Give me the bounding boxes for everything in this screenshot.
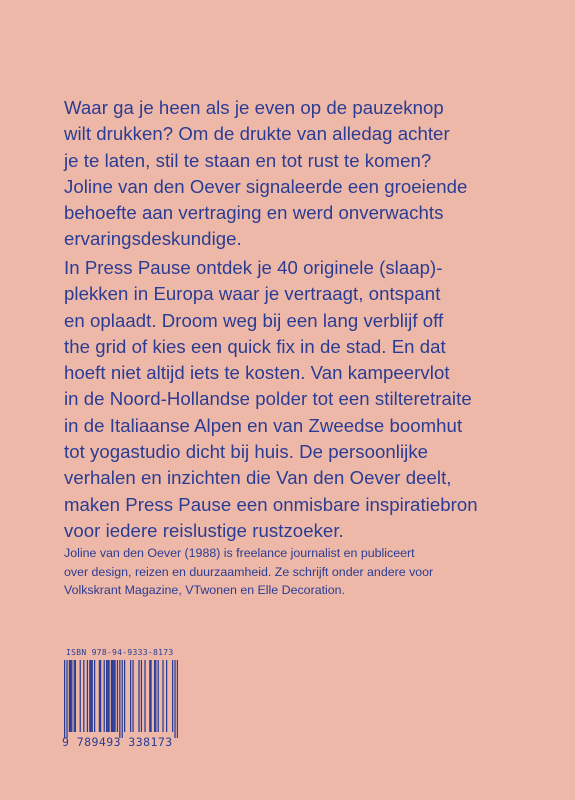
- barcode-bar: [124, 660, 125, 732]
- barcode-bar: [119, 660, 120, 738]
- barcode-bar: [144, 660, 145, 732]
- blurb-line: hoeft niet altijd iets te kosten. Van kampeervlot: [64, 362, 450, 384]
- barcode-bar: [114, 660, 115, 732]
- barcode-bar: [104, 660, 105, 732]
- blurb-line: in de Noord-Hollandse polder tot een stilteretraite: [64, 388, 472, 410]
- blurb-line: je te laten, stil te staan en tot rust te komen?: [64, 149, 432, 171]
- author-bio-line: over design, reizen en duurzaamheid. Ze schrijft onder andere voor: [64, 564, 434, 579]
- barcode-bar: [149, 660, 150, 732]
- barcode-bar: [66, 660, 67, 738]
- barcode-bar: [111, 660, 112, 732]
- barcode-bar: [150, 660, 151, 732]
- author-bio: [64, 544, 534, 600]
- blurb-line: In Press Pause ontdek je 40 originele (slaap)-: [64, 257, 443, 278]
- blurb-line: behoefte aan vertraging en werd onverwachts: [64, 202, 444, 224]
- blurb-line: wilt drukken? Om de drukte van alledag achter: [64, 123, 450, 145]
- blurb-line: ervaringsdeskundige.: [64, 228, 242, 250]
- barcode-bar: [100, 660, 101, 732]
- isbn-barcode: [62, 648, 182, 748]
- barcode-bar: [99, 660, 100, 732]
- barcode-bar: [162, 660, 163, 732]
- blurb-paragraph-2: [64, 255, 534, 544]
- blurb-line: en oplaadt. Droom weg bij een lang verblijf off: [64, 309, 444, 331]
- barcode-bar: [166, 660, 167, 732]
- barcode-bars: [64, 660, 178, 738]
- barcode-bar: [71, 660, 72, 732]
- blurb-line: plekken in Europa waar je vertraagt, ontspant: [64, 283, 441, 305]
- blurb-line: the grid of kies een quick fix in de stad. En dat: [64, 335, 446, 357]
- ean-digits: 9 789493 338173: [62, 735, 173, 749]
- barcode-bar: [112, 660, 113, 732]
- barcode-bar: [94, 660, 95, 732]
- barcode-bar: [141, 660, 142, 732]
- blurb-line: voor iedere reislustige rustzoeker.: [64, 519, 344, 541]
- barcode-bar: [75, 660, 76, 732]
- barcode-bar: [154, 660, 155, 732]
- barcode-bar: [113, 660, 114, 732]
- barcode-bar: [70, 660, 71, 732]
- barcode-bar: [122, 660, 123, 738]
- blurb-line: tot yogastudio dicht bij huis. De persoonlijke: [64, 441, 429, 463]
- barcode-bar: [74, 660, 75, 732]
- barcode-bar: [108, 660, 109, 732]
- barcode-bar: [80, 660, 81, 732]
- barcode-bar: [158, 660, 159, 732]
- barcode-bar: [117, 660, 118, 732]
- barcode-bar: [174, 660, 175, 738]
- barcode-bar: [87, 660, 88, 732]
- barcode-bar: [138, 660, 139, 732]
- blurb-paragraph-1: [64, 95, 534, 253]
- barcode-bar: [92, 660, 93, 732]
- author-bio-line: Joline van den Oever (1988) is freelance journalist en publiceert: [64, 546, 415, 560]
- barcode-bar: [89, 660, 90, 732]
- barcode-bar: [69, 660, 70, 732]
- barcode-bar: [106, 660, 107, 732]
- blurb-line: Waar ga je heen als je even op de pauzeknop: [64, 97, 444, 118]
- barcode-bar: [172, 660, 173, 732]
- blurb-line: in de Italiaanse Alpen en van Zweedse boomhut: [64, 414, 463, 436]
- barcode-bar: [90, 660, 91, 732]
- barcode-bar: [177, 660, 178, 738]
- blurb-line: verhalen en inzichten die Van den Oever deelt,: [64, 467, 452, 489]
- barcode-bar: [83, 660, 84, 732]
- blurb-line: Joline van den Oever signaleerde een groeiende: [64, 175, 468, 197]
- barcode-bar: [130, 660, 131, 732]
- barcode-bar: [132, 660, 133, 732]
- barcode-bar: [155, 660, 156, 732]
- blurb-line: maken Press Pause een onmisbare inspiratiebron: [64, 493, 478, 515]
- isbn-label: ISBN 978-94-9333-8173: [66, 648, 174, 657]
- barcode-bar: [64, 660, 65, 738]
- author-bio-line: Volkskrant Magazine, VTwonen en Elle Decoration.: [64, 583, 346, 598]
- barcode-bar: [107, 660, 108, 732]
